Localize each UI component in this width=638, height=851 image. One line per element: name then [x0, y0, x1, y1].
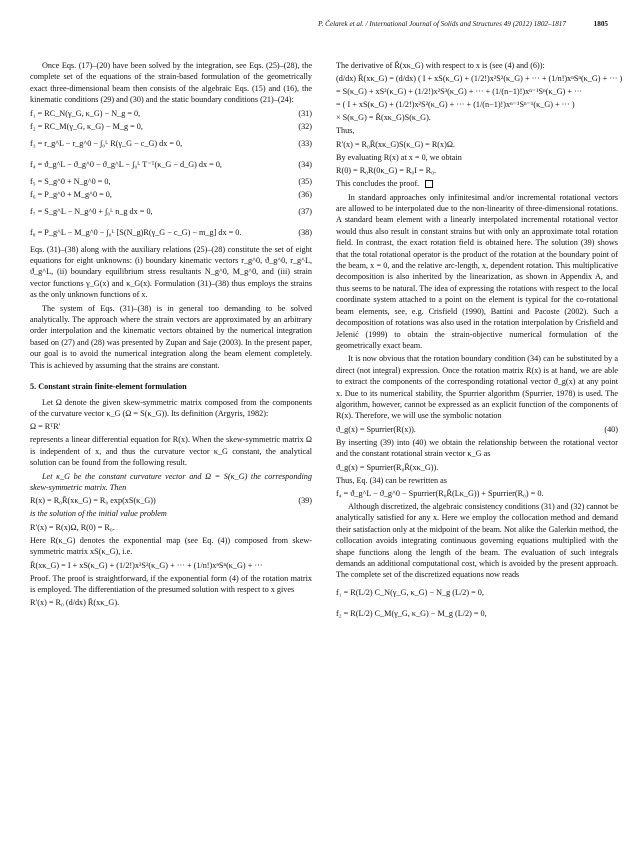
equation-omega: Ω = RᵀR′: [30, 422, 61, 432]
equation-number: (38): [298, 227, 312, 237]
equation-f1: f₁ = R(L/2) C_N(γ_G, κ_G) − N_g (L/2) = 0,: [336, 587, 484, 597]
derivative-line-2: = S(κ_G) + xS²(κ_G) + (1/2!)x²S³(κ_G) + ··· + (1/(n−1)!)xⁿ⁻¹Sⁿ(κ_G) + ···: [336, 87, 583, 97]
running-header: [30, 20, 608, 34]
derivative-line-3: = ( I + xS(κ_G) + (1/2!)x²S²(κ_G) + ··· + (1/(n−1)!)xⁿ⁻¹Sⁿ⁻¹(κ_G) + ··· ): [336, 100, 575, 110]
left-column: [30, 60, 312, 610]
equation-number: (35): [298, 176, 312, 186]
equation-f4: f₄ = ϑ_g^L − ϑ_g^0 − Spurrier(R₀R̄(Lκ_G)) + Spurrier(R₀) = 0.: [336, 488, 544, 498]
derivative-line-1: (d/dx) R̄(xκ_G) = (d/dx) ( I + xS(κ_G) + (1/2!)x²S²(κ_G) + ··· + (1/n!)xⁿSⁿ(κ_G) + ··· ): [336, 74, 623, 84]
equation-text: R(x) = R₀R̄(xκ_G) = R₀ exp(xS(κ_G)): [30, 496, 156, 506]
paragraph: Thus,: [336, 126, 355, 136]
equation-31: [30, 108, 312, 120]
equation-38: [30, 223, 312, 243]
equation-34: [30, 155, 312, 175]
proof-paragraph: Proof. The proof is straightforward, if the exponential form (4) of the rotation matrix is employed. The differentiation of the presumed solution with respect to x gives: [30, 573, 312, 594]
equation-number: (33): [298, 138, 312, 148]
equation-f2: f₂ = R(L/2) C_M(γ_G, κ_G) − M_g (L/2) = 0,: [336, 608, 487, 618]
equation-text: ϑ_g(x) = Spurrier(R(x)).: [336, 424, 416, 434]
paragraph: represents a linear differential equation for R(x). When the skew-symmetric matrix Ω is independent of x, and thus the curvature vector κ_G constant, the analytical solution can be found from the following result.: [30, 435, 312, 468]
equation-39: [30, 495, 312, 507]
equation-text: f₃ = r_g^L − r_g^0 − ∫₀ᴸ R(γ_G − c_G) dx = 0,: [30, 138, 183, 148]
equation-exp-map: R̄(xκ_G) = I + xS(κ_G) + (1/2!)x²S²(κ_G) + ··· + (1/n!)xⁿSⁿ(κ_G) + ···: [30, 560, 263, 570]
equation-33: [30, 134, 312, 154]
equation-text: f₂ = RC_M(γ_G, κ_G) − M_g = 0,: [30, 121, 143, 131]
section-heading: 5. Constant strain finite-element formulation: [30, 382, 187, 392]
equation-32: [30, 121, 312, 133]
paragraph: Here R(κ_G) denotes the exponential map (see Eq. (4)) composed from skew-symmetric matrix xS(κ_G), i.e.: [30, 535, 312, 557]
journal-citation: P. Čelarek et al. / International Journal of Solids and Structures 49 (2012) 1802–1817: [318, 20, 566, 28]
page-number: 1805: [593, 20, 608, 28]
equation-ivp: R′(x) = R(x)Ω, R(0) = R₀.: [30, 522, 115, 532]
paragraph: The system of Eqs. (31)–(38) is in general too demanding to be solved analytically. The approach where the strain vectors are approximated by an arbitrary order interpolation and the kinematic vectors obtained by the numerical integration based on (27) and (28) was presented by Zupan and Saje (2003). In the present paper, our goal is to avoid the numerical integration along the beam element completely. This is achieved by assuming that the strains are constant.: [30, 303, 312, 370]
equation-40: [336, 424, 618, 436]
equation-number: (36): [298, 189, 312, 199]
paragraph: It is now obvious that the rotation boundary condition (34) can be substituted by a direct (not integral) expression. Once the rotation matrix R(x) is at hand, we are able to extract the components of the corresponding rotational vector ϑ_g(x) at any point x. Due to its numerical stability, the Spurrier algorithm (Spurrier, 1978) is used. The algorithm, however, cannot be expressed as an explicit function of the components of R(x). Therefore, we will use the symbolic notation: [336, 354, 618, 421]
paragraph: By inserting (39) into (40) we obtain the relationship between the rotational vector and the constant rotational strain vector κ_G as: [336, 437, 618, 459]
theorem-statement: Let κ_G be the constant curvature vector and Ω = S(κ_G) the corresponding skew-symmetric matrix. Then: [30, 471, 312, 492]
equation-37: [30, 202, 312, 222]
paragraph: In standard approaches only infinitesimal and/or incremental rotational vectors are allowed to be interpolated due to the non-linearity of three-dimensional rotations. A standard beam element with a linearly interpolated incremental rotational vector would thus also result in constant strains but with only an approximate total rotation field. In contrast, the exact rotation field is obtained here. The solution (39) shows that the total rotational operator is the product of the rotation at the boundary point of the beam, x = 0, and the relative arc-length, x, dependent rotation. This multiplicative decomposition is also inherited by the linearization, as shown in Appendix A, and thus seems to be natural. The idea of expressing the rotations with respect to the local coordinate system attached to a point on the element is typical for the co-rotational beam elements, see, e.g. Crisfield (1990), Battini and Pacoste (2002). Such a decomposition of rotations was also used in the rotation interpolation by Crisfield and Jelenić (1999) to obtain the strain-objective numerical formulation of the geometrically exact beam.: [336, 192, 618, 350]
equation-rprime: R′(x) = R₀ (d/dx) R̄(xκ_G).: [30, 598, 120, 608]
equation-text: f₆ = P_g^0 + M_g^0 = 0,: [30, 189, 112, 199]
qed-box-icon: [425, 180, 433, 188]
proof-end-text: This concludes the proof.: [336, 179, 420, 189]
paragraph: The derivative of R̄(xκ_G) with respect to x is (see (4) and (6)):: [336, 61, 545, 70]
equation-text: f₄ = ϑ_g^L − ϑ_g^0 − ϑ_g^L − ∫₀ᴸ T⁻ᵀ(κ_G − d_G) dx = 0,: [30, 159, 222, 169]
paragraph: Although discretized, the algebraic consistency conditions (31) and (32) cannot be analytically satisfied for any x. Here we employ the collocation method and demand their satisfaction only at the midpoint of the beam. Not alike the Galerkin method, the collocation avoids integrating continuous governing equations multiplied with the shape functions along the length of the beam. The evaluation of such integrals demands an additional computational cost, which is avoided by the present approach. The complete set of the discretized equations now reads: [336, 501, 618, 580]
equation-spurrier: ϑ_g(x) = Spurrier(R₀R̄(xκ_G)).: [336, 462, 439, 472]
equation-number: (37): [298, 206, 312, 216]
equation-text: f₈ = P_g^L − M_g^0 − ∫₀ᴸ [S(N_g)R(γ_G − c_G) − m_g] dx = 0.: [30, 227, 242, 237]
paragraph: Let Ω denote the given skew-symmetric matrix composed from the components of the curvature vector κ_G (Ω = S(κ_G)). Its definition (Argyris, 1982):: [30, 397, 312, 418]
equation-text: f₇ = S_g^L − N_g^0 + ∫₀ᴸ n_g dx = 0,: [30, 206, 153, 216]
paragraph: Eqs. (31)–(38) along with the auxiliary relations (25)–(28) constitute the set of eight equations for eight unknowns: (i) boundary kinematic vectors r_g^0, ϑ_g^0, r_g^L, ϑ_g^L, (ii) boundary equilibrium stress resultants N_g^0, M_g^0, and (iii) strain vector functions γ_G(x) and κ_G(x). Formulation (31)–(38) thus employs the strains as the only unknown functions of x.: [30, 244, 312, 300]
paragraph: By evaluating R(x) at x = 0, we obtain: [336, 152, 462, 162]
equation-block-31-38: [30, 108, 312, 243]
equation-35: [30, 176, 312, 188]
equation-36: [30, 189, 312, 201]
equation-r0: R(0) = R₀R(0κ_G) = R₀I = R₀.: [336, 166, 437, 176]
equation-number: (32): [298, 121, 312, 131]
derivative-line-4: × S(κ_G) = R̄(xκ_G)S(κ_G).: [336, 113, 431, 123]
theorem-statement: is the solution of the initial value problem: [30, 509, 167, 519]
equation-text: f₁ = RC_N(γ_G, κ_G) − N_g = 0,: [30, 108, 141, 118]
equation-number: (40): [604, 424, 618, 434]
paragraph: Thus, Eq. (34) can be rewritten as: [336, 475, 447, 485]
equation-thus: R′(x) = R₀R̄(xκ_G)S(κ_G) = R(x)Ω.: [336, 139, 455, 149]
paragraph: [336, 178, 618, 189]
equation-number: (34): [298, 159, 312, 169]
right-column: [336, 60, 623, 625]
equation-text: f₅ = S_g^0 + N_g^0 = 0,: [30, 176, 111, 186]
equation-number: (31): [298, 108, 312, 118]
paragraph: Once Eqs. (17)–(20) have been solved by the integration, see Eqs. (25)–(28), the complete set of the equations of the strain-based formulation of the geometrically exact three-dimensional beam then consists of the algebraic Eqs. (15) and (16), the kinematic conditions (29) and (30) and the static boundary conditions (21)–(24):: [30, 61, 312, 105]
equation-number: (39): [298, 496, 312, 506]
